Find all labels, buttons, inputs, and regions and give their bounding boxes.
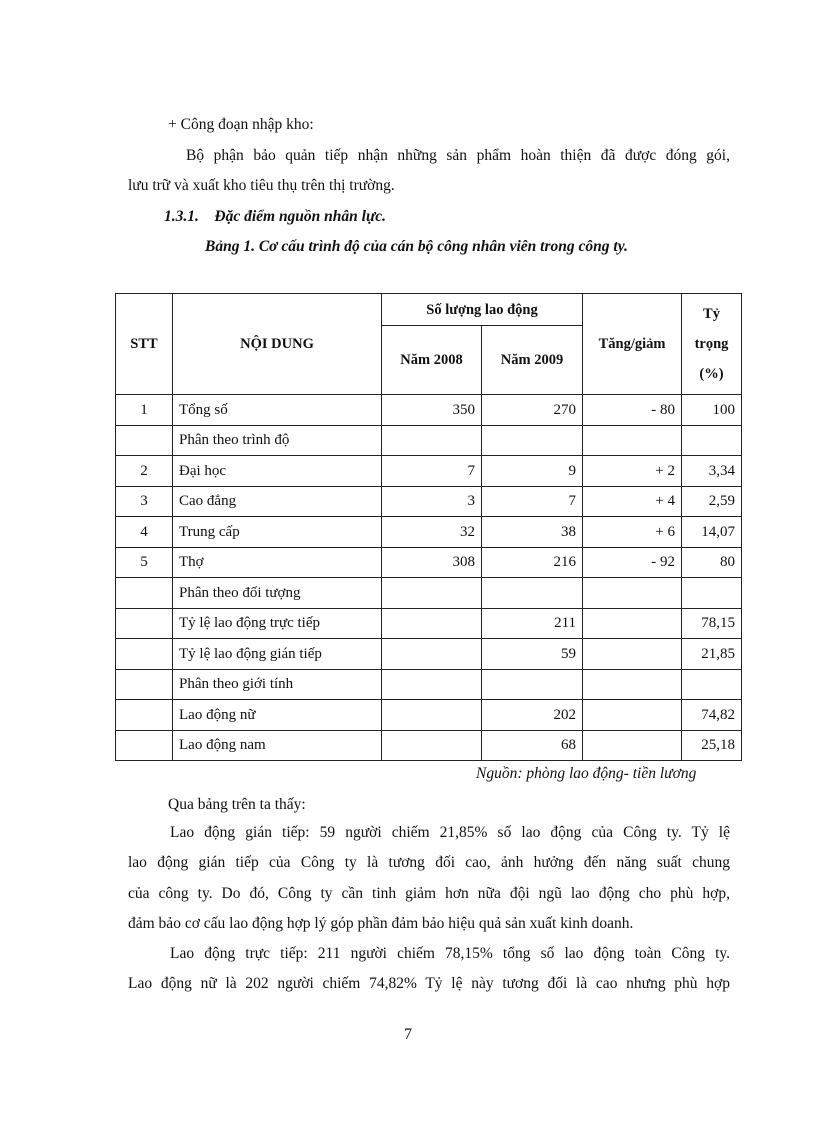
row-year-2008 bbox=[382, 730, 482, 761]
row-content: Phân theo trình độ bbox=[173, 425, 382, 456]
table-row bbox=[116, 517, 742, 548]
row-stt bbox=[116, 700, 173, 731]
row-change: - 92 bbox=[583, 547, 682, 578]
row-stt bbox=[116, 669, 173, 700]
analysis-p1-line-2: lao động gián tiếp của Công ty là tương đối cao, ảnh hưởng đến năng suất chung bbox=[128, 854, 730, 871]
row-stt bbox=[116, 578, 173, 609]
row-year-2009: 68 bbox=[482, 730, 583, 761]
row-year-2009 bbox=[482, 425, 583, 456]
header-ratio-line-3: (%) bbox=[699, 366, 724, 382]
header-stt: STT bbox=[116, 294, 173, 395]
row-change bbox=[583, 669, 682, 700]
row-year-2009 bbox=[482, 578, 583, 609]
row-change bbox=[583, 700, 682, 731]
analysis-p2-line-1: Lao động trực tiếp: 211 người chiếm 78,15% tổng số lao động toàn Công ty. bbox=[170, 945, 730, 962]
header-year-2009: Năm 2009 bbox=[482, 326, 583, 395]
header-change: Tăng/giảm bbox=[583, 294, 682, 395]
row-year-2009: 9 bbox=[482, 456, 583, 487]
row-year-2009: 211 bbox=[482, 608, 583, 639]
table-row bbox=[116, 456, 742, 487]
row-stt bbox=[116, 730, 173, 761]
row-change bbox=[583, 730, 682, 761]
row-ratio: 21,85 bbox=[682, 639, 742, 670]
row-year-2008 bbox=[382, 425, 482, 456]
row-year-2009: 59 bbox=[482, 639, 583, 670]
row-year-2009: 216 bbox=[482, 547, 583, 578]
table-caption: Bảng 1. Cơ cấu trình độ của cán bộ công nhân viên trong công ty. bbox=[205, 238, 628, 255]
row-change: + 4 bbox=[583, 486, 682, 517]
row-year-2008: 3 bbox=[382, 486, 482, 517]
row-ratio bbox=[682, 669, 742, 700]
row-content: Trung cấp bbox=[173, 517, 382, 548]
analysis-p2-line-2: Lao động nữ là 202 người chiếm 74,82% Tỷ lệ này tương đối là cao nhưng phù hợp bbox=[128, 975, 730, 992]
row-year-2008 bbox=[382, 578, 482, 609]
row-content: Tổng số bbox=[173, 395, 382, 426]
intro-line-1: + Công đoạn nhập kho: bbox=[168, 116, 314, 133]
header-ratio bbox=[682, 294, 742, 395]
row-year-2009: 202 bbox=[482, 700, 583, 731]
row-year-2008 bbox=[382, 700, 482, 731]
row-stt bbox=[116, 639, 173, 670]
row-year-2008 bbox=[382, 608, 482, 639]
source-note: Nguồn: phòng lao động- tiền lương bbox=[476, 765, 697, 782]
header-content: NỘI DUNG bbox=[173, 294, 382, 395]
row-ratio: 74,82 bbox=[682, 700, 742, 731]
row-content: Tỷ lệ lao động gián tiếp bbox=[173, 639, 382, 670]
row-ratio: 80 bbox=[682, 547, 742, 578]
row-ratio: 100 bbox=[682, 395, 742, 426]
row-year-2009: 38 bbox=[482, 517, 583, 548]
row-stt: 3 bbox=[116, 486, 173, 517]
table-row bbox=[116, 547, 742, 578]
row-year-2008 bbox=[382, 639, 482, 670]
row-change bbox=[583, 639, 682, 670]
row-year-2009: 7 bbox=[482, 486, 583, 517]
intro-line-2: Bộ phận bảo quản tiếp nhận những sản phẩm hoàn thiện đã được đóng gói, bbox=[186, 147, 730, 164]
intro-line-3: lưu trữ và xuất kho tiêu thụ trên thị trường. bbox=[128, 177, 395, 194]
analysis-p1-line-3: của công ty. Do đó, Công ty cần tinh giảm hơn nữa đội ngũ lao động cho phù hợp, bbox=[128, 885, 730, 902]
row-change: + 6 bbox=[583, 517, 682, 548]
row-stt: 2 bbox=[116, 456, 173, 487]
table-row bbox=[116, 700, 742, 731]
row-year-2008 bbox=[382, 669, 482, 700]
row-content: Lao động nam bbox=[173, 730, 382, 761]
section-heading: 1.3.1. Đặc điểm nguồn nhân lực. bbox=[164, 208, 387, 225]
row-stt bbox=[116, 608, 173, 639]
table-row bbox=[116, 425, 742, 456]
row-content: Phân theo đối tượng bbox=[173, 578, 382, 609]
row-ratio: 3,34 bbox=[682, 456, 742, 487]
row-change: - 80 bbox=[583, 395, 682, 426]
row-change bbox=[583, 578, 682, 609]
row-change: + 2 bbox=[583, 456, 682, 487]
page-number: 7 bbox=[404, 1026, 412, 1043]
analysis-p1-line-1: Lao động gián tiếp: 59 người chiếm 21,85% số lao động của Công ty. Tỷ lệ bbox=[170, 824, 730, 841]
row-ratio: 14,07 bbox=[682, 517, 742, 548]
row-content: Thợ bbox=[173, 547, 382, 578]
row-stt bbox=[116, 425, 173, 456]
row-year-2008: 350 bbox=[382, 395, 482, 426]
row-content: Đại học bbox=[173, 456, 382, 487]
row-stt: 4 bbox=[116, 517, 173, 548]
row-change bbox=[583, 608, 682, 639]
header-labor-count: Số lượng lao động bbox=[382, 294, 583, 326]
table-row bbox=[116, 608, 742, 639]
table-row bbox=[116, 669, 742, 700]
row-year-2008: 308 bbox=[382, 547, 482, 578]
table-row bbox=[116, 395, 742, 426]
analysis-intro: Qua bảng trên ta thấy: bbox=[168, 796, 306, 813]
header-ratio-line-2: trọng bbox=[694, 336, 729, 352]
header-year-2008: Năm 2008 bbox=[382, 326, 482, 395]
header-ratio-line-1: Tỷ bbox=[703, 306, 720, 322]
row-year-2009 bbox=[482, 669, 583, 700]
row-ratio bbox=[682, 578, 742, 609]
row-stt: 1 bbox=[116, 395, 173, 426]
table-row bbox=[116, 486, 742, 517]
row-year-2008: 32 bbox=[382, 517, 482, 548]
table-row bbox=[116, 578, 742, 609]
row-content: Tỷ lệ lao động trực tiếp bbox=[173, 608, 382, 639]
table-row bbox=[116, 730, 742, 761]
row-stt: 5 bbox=[116, 547, 173, 578]
row-year-2009: 270 bbox=[482, 395, 583, 426]
labor-structure-table bbox=[115, 293, 742, 761]
row-ratio: 78,15 bbox=[682, 608, 742, 639]
row-ratio bbox=[682, 425, 742, 456]
analysis-p1-line-4: đảm bảo cơ cấu lao động hợp lý góp phần đảm bảo hiệu quả sản xuất kinh doanh. bbox=[128, 915, 634, 932]
row-ratio: 25,18 bbox=[682, 730, 742, 761]
table-row bbox=[116, 639, 742, 670]
row-change bbox=[583, 425, 682, 456]
row-content: Lao động nữ bbox=[173, 700, 382, 731]
row-content: Phân theo giới tính bbox=[173, 669, 382, 700]
row-content: Cao đẳng bbox=[173, 486, 382, 517]
row-ratio: 2,59 bbox=[682, 486, 742, 517]
row-year-2008: 7 bbox=[382, 456, 482, 487]
